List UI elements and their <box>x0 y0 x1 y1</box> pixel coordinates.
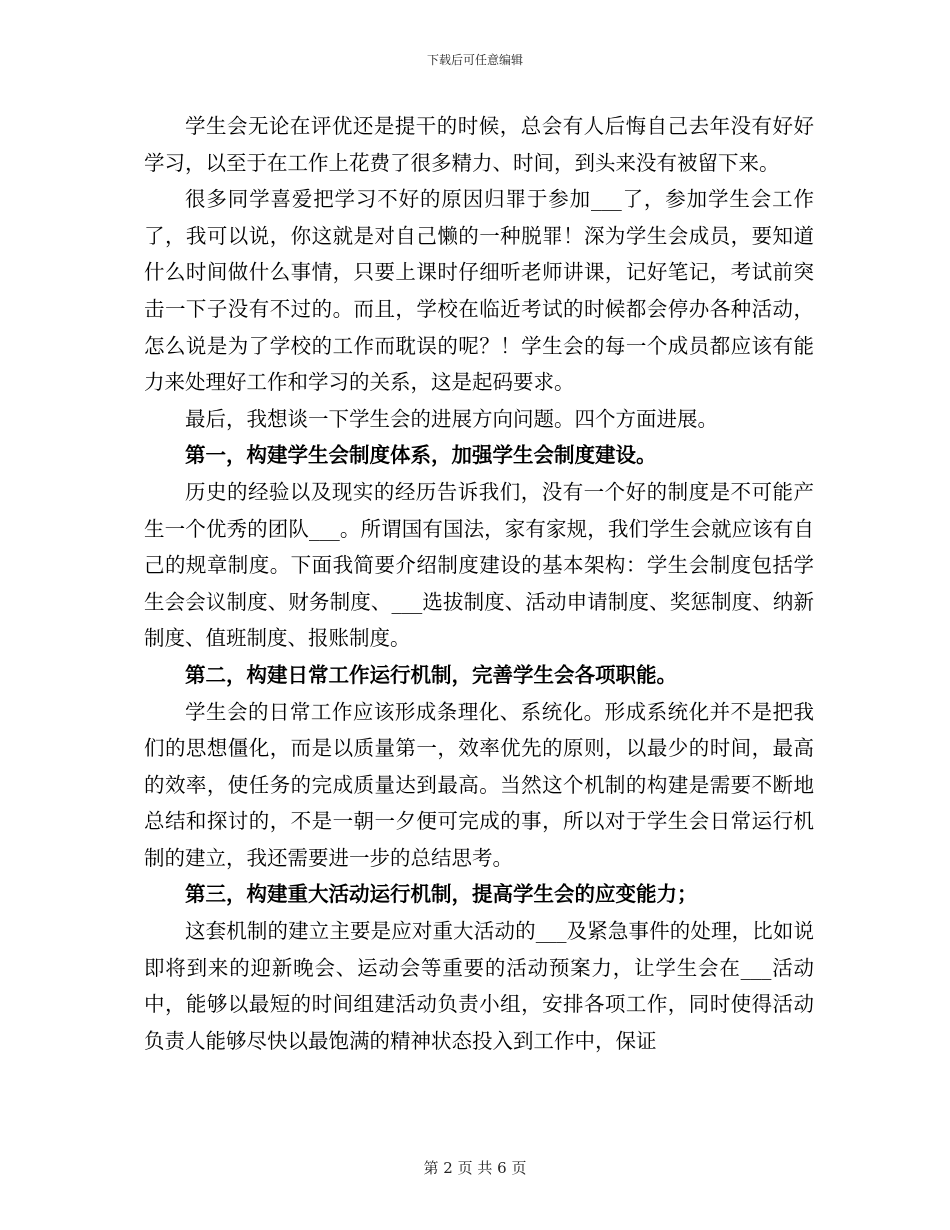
body-paragraph: 历史的经验以及现实的经历告诉我们，没有一个好的制度是不可能产生一个优秀的团队___。所谓国有国法，家有家规，我们学生会就应该有自己的规章制度。下面我简要介绍制度建设的基本架构：学生会制度包括学生会会议制度、财务制度、___选拔制度、活动申请制度、奖惩制度、纳新制度、值班制度、报账制度。 <box>144 479 814 651</box>
page-number: 第 2 页 共 6 页 <box>423 1159 527 1177</box>
document-body <box>144 108 814 1059</box>
page-header <box>0 50 950 70</box>
body-paragraph: 学生会的日常工作应该形成条理化、系统化。形成系统化并不是把我们的思想僵化，而是以质量第一，效率优先的原则，以最少的时间，最高的效率，使任务的完成质量达到最高。当然这个机制的构建是需要不断地总结和探讨的，不是一朝一夕便可完成的事，所以对于学生会日常运行机制的建立，我还需要进一步的总结思考。 <box>144 699 814 870</box>
section-heading: 第三，构建重大活动运行机制，提高学生会的应变能力； <box>185 882 698 907</box>
body-paragraph: 学生会无论在评优还是提干的时候，总会有人后悔自己去年没有好好学习，以至于在工作上花费了很多精力、时间，到头来没有被留下来。 <box>144 114 814 175</box>
body-paragraph: 很多同学喜爱把学习不好的原因归罪于参加___了，参加学生会工作了，我可以说，你这就是对自己懒的一种脱罪！深为学生会成员，要知道什么时间做什么事情，只要上课时仔细听老师讲课，记好笔记，考试前突击一下子没有不过的。而且，学校在临近考试的时候都会停办各种活动，怎么说是为了学校的工作而耽误的呢？！学生会的每一个成员都应该有能力来处理好工作和学习的关系，这是起码要求。 <box>144 187 814 395</box>
section-heading: 第二，构建日常工作运行机制，完善学生会各项职能。 <box>185 662 677 687</box>
page-footer <box>0 1158 950 1178</box>
section-heading: 第一，构建学生会制度体系，加强学生会制度建设。 <box>185 443 657 468</box>
body-paragraph: 最后，我想谈一下学生会的进展方向问题。四个方面进展。 <box>185 406 718 431</box>
body-paragraph: 这套机制的建立主要是应对重大活动的___及紧急事件的处理，比如说即将到来的迎新晚会、运动会等重要的活动预案力，让学生会在___活动中，能够以最短的时间组建活动负责小组，安排各项工作，同时使得活动负责人能够尽快以最饱满的精神状态投入到工作中，保证 <box>144 919 814 1053</box>
header-note: 下载后可任意编辑 <box>426 53 523 67</box>
